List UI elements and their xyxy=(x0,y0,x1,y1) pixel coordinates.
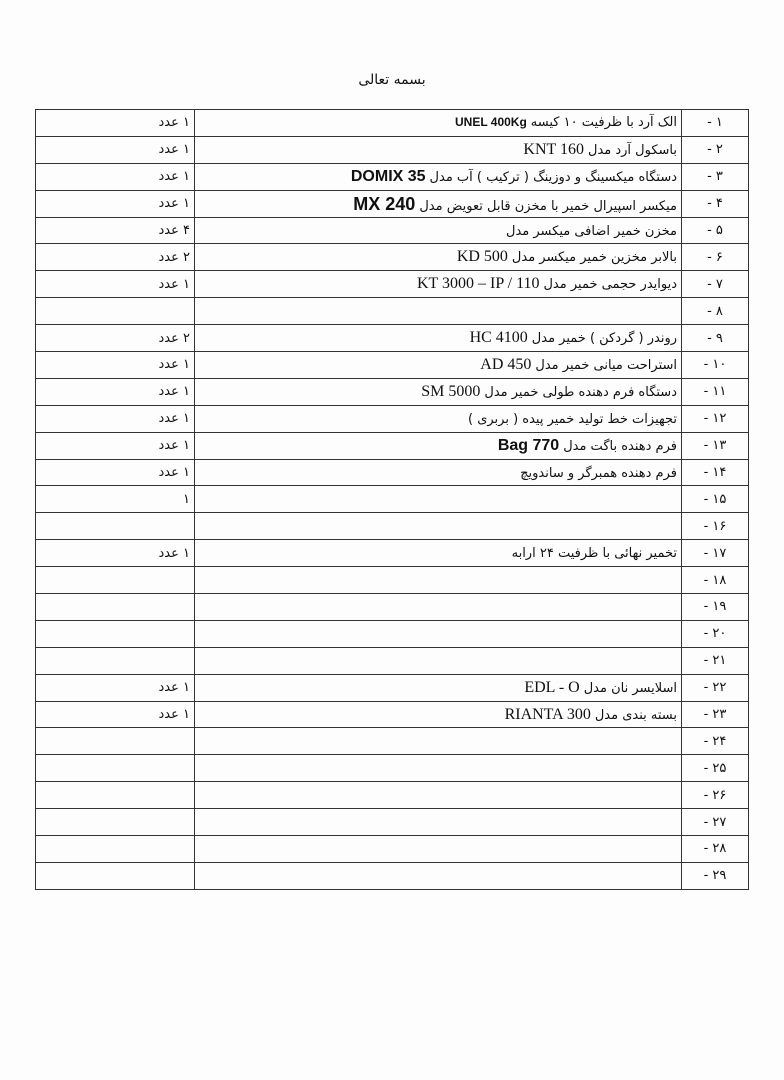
table-row xyxy=(36,836,749,863)
item-quantity xyxy=(36,809,195,836)
item-description-cell xyxy=(195,217,682,244)
item-number: ۲۱ - xyxy=(682,647,749,674)
item-description-cell xyxy=(195,432,682,459)
item-number: ۲۹ - xyxy=(682,862,749,889)
item-quantity: ۱ xyxy=(36,486,195,513)
table-row xyxy=(36,540,749,567)
item-number: ۱۲ - xyxy=(682,405,749,432)
item-number: ۶ - xyxy=(682,244,749,271)
table-row xyxy=(36,271,749,298)
item-model: KD 500 xyxy=(456,248,508,266)
item-number: ۲۲ - xyxy=(682,674,749,701)
item-model: EDL - O xyxy=(524,678,580,696)
item-model: HC 4100 xyxy=(469,329,528,347)
item-quantity: ۱ عدد xyxy=(36,163,195,190)
item-quantity: ۱ عدد xyxy=(36,352,195,379)
item-description-cell xyxy=(195,110,682,137)
table-row xyxy=(36,513,749,540)
item-description-cell xyxy=(195,620,682,647)
equipment-table xyxy=(35,109,749,890)
item-quantity: ۱ عدد xyxy=(36,701,195,728)
item-description-cell xyxy=(195,647,682,674)
item-quantity xyxy=(36,567,195,594)
table-row xyxy=(36,459,749,486)
table-row xyxy=(36,728,749,755)
item-quantity xyxy=(36,862,195,889)
item-description: فرم دهنده باگت مدل xyxy=(563,438,677,454)
item-number: ۲۷ - xyxy=(682,809,749,836)
item-description-cell xyxy=(195,540,682,567)
item-description-cell xyxy=(195,701,682,728)
item-description-cell xyxy=(195,298,682,325)
item-description-cell xyxy=(195,136,682,163)
item-number: ۱۶ - xyxy=(682,513,749,540)
item-number: ۱۴ - xyxy=(682,459,749,486)
item-description-cell xyxy=(195,674,682,701)
item-description-cell xyxy=(195,352,682,379)
table-row xyxy=(36,432,749,459)
item-description-cell xyxy=(195,755,682,782)
table-row xyxy=(36,298,749,325)
item-description-cell xyxy=(195,862,682,889)
item-number: ۲۸ - xyxy=(682,836,749,863)
item-number: ۱۰ - xyxy=(682,352,749,379)
table-row xyxy=(36,378,749,405)
item-number: ۴ - xyxy=(682,190,749,217)
table-row xyxy=(36,809,749,836)
item-quantity xyxy=(36,298,195,325)
item-number: ۸ - xyxy=(682,298,749,325)
item-description: باسکول آرد مدل xyxy=(588,142,677,158)
item-description: دیوایدر حجمی خمیر مدل xyxy=(543,277,677,293)
table-row xyxy=(36,567,749,594)
item-description-cell xyxy=(195,244,682,271)
item-model: Bag 770 xyxy=(497,436,560,454)
table-row xyxy=(36,352,749,379)
table-row xyxy=(36,136,749,163)
item-description-cell xyxy=(195,513,682,540)
item-model: AD 450 xyxy=(480,355,532,373)
item-description-cell xyxy=(195,459,682,486)
item-quantity xyxy=(36,728,195,755)
table-row xyxy=(36,755,749,782)
item-quantity: ۱ عدد xyxy=(36,136,195,163)
item-quantity: ۱ عدد xyxy=(36,378,195,405)
item-model: RIANTA 300 xyxy=(504,705,591,723)
item-number: ۳ - xyxy=(682,163,749,190)
item-description: تخمیر نهائی با ظرفیت ۲۴ ارابه xyxy=(511,546,677,562)
item-quantity: ۲ عدد xyxy=(36,244,195,271)
item-description: استراحت میانی خمیر مدل xyxy=(535,357,677,373)
item-quantity xyxy=(36,755,195,782)
item-description-cell xyxy=(195,325,682,352)
item-description-cell xyxy=(195,809,682,836)
item-description: میکسر اسپیرال خمیر با مخزن قابل تعویض مدل xyxy=(419,198,677,214)
item-number: ۵ - xyxy=(682,217,749,244)
item-quantity: ۴ عدد xyxy=(36,217,195,244)
item-description-cell xyxy=(195,163,682,190)
item-number: ۲۶ - xyxy=(682,782,749,809)
table-row xyxy=(36,163,749,190)
item-description: دستگاه میکسینگ و دوزینگ ( ترکیب ) آب مدل xyxy=(429,169,677,185)
table-row xyxy=(36,782,749,809)
item-number: ۲ - xyxy=(682,136,749,163)
item-model: KNT 160 xyxy=(523,140,584,158)
item-model: DOMIX 35 xyxy=(350,167,426,185)
item-number: ۱۸ - xyxy=(682,567,749,594)
item-description-cell xyxy=(195,594,682,621)
item-quantity xyxy=(36,782,195,809)
item-description-cell xyxy=(195,486,682,513)
item-quantity: ۱ عدد xyxy=(36,540,195,567)
item-number: ۲۰ - xyxy=(682,620,749,647)
item-description: بالابر مخزین خمیر میکسر مدل xyxy=(511,250,677,266)
item-quantity xyxy=(36,647,195,674)
table-row xyxy=(36,217,749,244)
item-description-cell xyxy=(195,728,682,755)
item-quantity xyxy=(36,836,195,863)
item-description: فرم دهنده همبرگر و ساندویچ xyxy=(520,465,677,481)
item-description: دستگاه فرم دهنده طولی خمیر مدل xyxy=(484,384,677,400)
item-number: ۱۷ - xyxy=(682,540,749,567)
table-row xyxy=(36,325,749,352)
item-quantity: ۱ عدد xyxy=(36,190,195,217)
item-description: مخزن خمیر اضافی میکسر مدل xyxy=(506,223,677,239)
item-model: MX 240 xyxy=(353,193,416,214)
table-row xyxy=(36,244,749,271)
item-quantity: ۱ عدد xyxy=(36,432,195,459)
item-number: ۷ - xyxy=(682,271,749,298)
item-description-cell xyxy=(195,190,682,217)
item-model: UNEL 400Kg xyxy=(454,115,527,130)
table-row xyxy=(36,190,749,217)
item-quantity: ۱ عدد xyxy=(36,459,195,486)
item-number: ۱۵ - xyxy=(682,486,749,513)
item-model: SM 5000 xyxy=(421,382,481,400)
item-quantity xyxy=(36,513,195,540)
item-quantity: ۱ عدد xyxy=(36,405,195,432)
table-row xyxy=(36,862,749,889)
table-row xyxy=(36,647,749,674)
item-quantity xyxy=(36,594,195,621)
item-quantity: ۱ عدد xyxy=(36,110,195,137)
table-row xyxy=(36,405,749,432)
item-number: ۲۳ - xyxy=(682,701,749,728)
item-quantity: ۱ عدد xyxy=(36,674,195,701)
item-description: الک آرد با ظرفیت ۱۰ کیسه xyxy=(530,115,677,131)
item-number: ۱۹ - xyxy=(682,594,749,621)
item-number: ۱۱ - xyxy=(682,378,749,405)
table-row xyxy=(36,701,749,728)
item-number: ۲۵ - xyxy=(682,755,749,782)
item-quantity: ۲ عدد xyxy=(36,325,195,352)
item-number: ۱۳ - xyxy=(682,432,749,459)
table-row xyxy=(36,110,749,137)
item-number: ۲۴ - xyxy=(682,728,749,755)
item-quantity xyxy=(36,620,195,647)
item-description: روندر ( گردکن ) خمیر مدل xyxy=(531,331,677,347)
item-description-cell xyxy=(195,271,682,298)
item-description-cell xyxy=(195,836,682,863)
item-description: اسلایسر نان مدل xyxy=(583,680,677,696)
item-model: KT 3000 – IP / 110 xyxy=(416,275,540,293)
item-description: بسته بندی مدل xyxy=(594,707,677,723)
item-number: ۱ - xyxy=(682,110,749,137)
item-description: تجهیزات خط تولید خمیر پیده ( بربری ) xyxy=(467,411,677,427)
document-header: بسمه تعالی xyxy=(358,72,426,88)
table-row xyxy=(36,486,749,513)
item-description-cell xyxy=(195,567,682,594)
item-description-cell xyxy=(195,405,682,432)
item-description-cell xyxy=(195,782,682,809)
item-description-cell xyxy=(195,378,682,405)
table-row xyxy=(36,674,749,701)
table-row xyxy=(36,594,749,621)
item-quantity: ۱ عدد xyxy=(36,271,195,298)
table-row xyxy=(36,620,749,647)
item-number: ۹ - xyxy=(682,325,749,352)
